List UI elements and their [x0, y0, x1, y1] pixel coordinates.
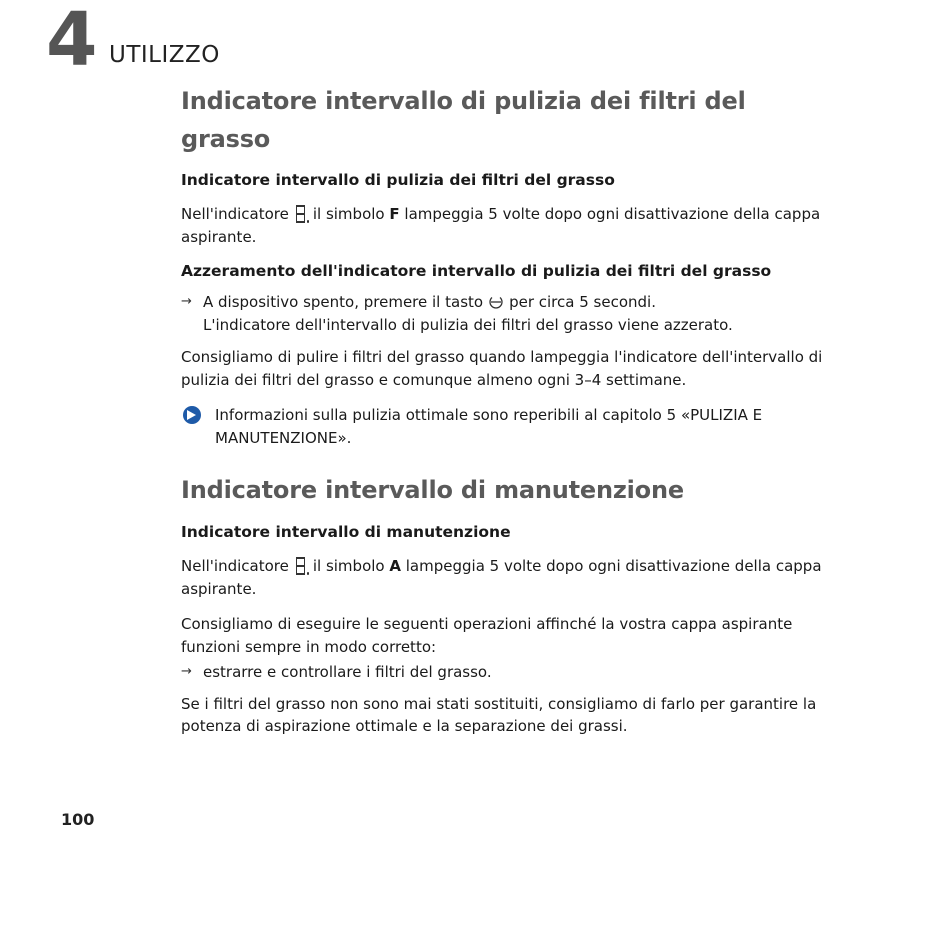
text-segment: il simbolo	[312, 205, 385, 223]
paragraph-operations: Consigliamo di eseguire le seguenti operazioni affinché la vostra cappa aspirante funzioni sempre in modo corretto:	[181, 615, 793, 656]
symbol-letter: F	[389, 205, 400, 223]
info-arrow-icon	[183, 406, 201, 424]
subheading-maintenance: Indicatore intervallo di manutenzione	[181, 523, 511, 541]
seven-segment-display-icon	[295, 556, 309, 575]
step-text	[203, 291, 733, 314]
instruction-step	[181, 661, 841, 684]
chapter-title: UTILIZZO	[109, 42, 220, 68]
chapter-number: 4	[46, 0, 98, 83]
arrow-icon: →	[181, 294, 192, 309]
page-content	[181, 82, 841, 738]
info-note	[181, 404, 841, 449]
instruction-step	[181, 291, 841, 336]
text-segment: lampeggia 5 volte dopo ogni disattivazione della cappa aspirante.	[181, 205, 821, 246]
power-button-icon	[487, 293, 505, 311]
step-text: estrarre e controllare i filtri del grasso.	[203, 663, 492, 681]
text-segment: A dispositivo spento, premere il tasto	[203, 293, 484, 311]
paragraph-maintenance-indicator	[181, 555, 841, 600]
paragraph-replacement: Se i filtri del grasso non sono mai stati sostituiti, consigliamo di farlo per garantire la potenza di aspirazione ottimale e la separazione dei grassi.	[181, 694, 817, 735]
info-text: Informazioni sulla pulizia ottimale sono reperibili al capitolo 5 «PULIZIA E MANUTENZIONE».	[215, 406, 763, 447]
paragraph-recommendation: Consigliamo di pulire i filtri del grasso quando lampeggia l'indicatore dell'intervallo di pulizia dei filtri del grasso e comunque almeno ogni 3–4 settimane.	[181, 348, 823, 389]
text-segment: il simbolo	[312, 557, 385, 575]
symbol-letter: A	[389, 557, 401, 575]
text-segment: per circa 5 secondi.	[509, 293, 656, 311]
page-number: 100	[61, 810, 95, 829]
subheading-grease-filter: Indicatore intervallo di pulizia dei filtri del grasso	[181, 171, 615, 189]
text-segment: lampeggia 5 volte dopo ogni disattivazione della cappa aspirante.	[181, 557, 822, 598]
text-segment: Nell'indicatore	[181, 205, 289, 223]
section-heading-grease-filter: Indicatore intervallo di pulizia dei filtri del grasso	[181, 87, 746, 153]
seven-segment-display-icon	[295, 204, 309, 223]
section-heading-maintenance: Indicatore intervallo di manutenzione	[181, 476, 684, 504]
arrow-icon: →	[181, 664, 192, 679]
paragraph-grease-indicator	[181, 203, 841, 248]
text-segment: Nell'indicatore	[181, 557, 289, 575]
step-result: L'indicatore dell'intervallo di pulizia dei filtri del grasso viene azzerato.	[203, 315, 733, 334]
subheading-reset: Azzeramento dell'indicatore intervallo di pulizia dei filtri del grasso	[181, 262, 772, 280]
